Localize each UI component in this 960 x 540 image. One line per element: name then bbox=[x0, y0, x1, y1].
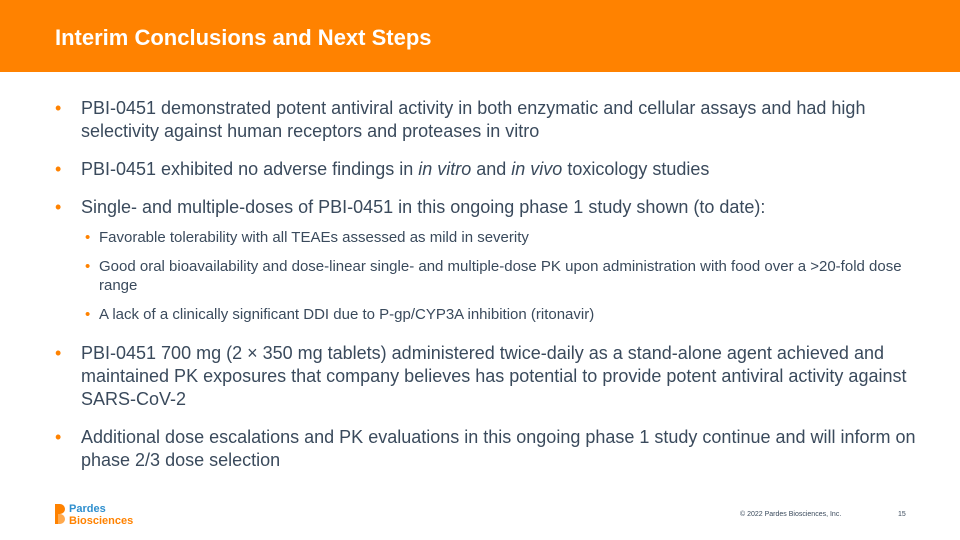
bullet-marker: • bbox=[55, 343, 62, 363]
bullet-text-post: toxicology studies bbox=[562, 159, 710, 179]
bullet-2 bbox=[55, 158, 935, 181]
bullet-3 bbox=[55, 196, 935, 219]
logo-text-pardes: Pardes bbox=[69, 503, 106, 515]
bullet-text-mid: and bbox=[471, 159, 512, 179]
sub-bullet-text: A lack of a clinically significant DDI due to P-gp/CYP3A inhibition (ritonavir) bbox=[99, 306, 595, 323]
sub-bullet-marker: • bbox=[85, 258, 91, 275]
bullet-4 bbox=[55, 342, 935, 411]
bullet-marker: • bbox=[55, 159, 62, 179]
bullet-italic-in-vivo: in vivo bbox=[511, 159, 563, 179]
bullet-5 bbox=[55, 426, 935, 472]
bullet-text: PBI-0451 700 mg (2 × 350 mg tablets) administered twice-daily as a stand-alone agent achieved and maintained PK exposures that company believes has potential to provide potent antiviral activity against SARS-CoV-2 bbox=[81, 343, 907, 409]
slide-title: Interim Conclusions and Next Steps bbox=[55, 25, 432, 50]
sub-bullet-marker: • bbox=[85, 306, 91, 323]
logo-mark-icon bbox=[54, 503, 66, 525]
sub-bullet-text: Good oral bioavailability and dose-linear single- and multiple-dose PK upon administration with food over a >20-fold dose range bbox=[99, 258, 902, 294]
bullet-text: Single- and multiple-doses of PBI-0451 in this ongoing phase 1 study shown (to date): bbox=[81, 197, 766, 217]
sub-bullet-text: Favorable tolerability with all TEAEs assessed as mild in severity bbox=[99, 229, 529, 246]
bullet-text-pre: PBI-0451 exhibited no adverse findings in bbox=[81, 159, 419, 179]
bullet-list bbox=[55, 97, 935, 487]
bullet-marker: • bbox=[55, 197, 62, 217]
bullet-1 bbox=[55, 97, 935, 143]
logo-text-biosciences: Biosciences bbox=[69, 515, 134, 527]
company-logo bbox=[54, 503, 154, 529]
bullet-marker: • bbox=[55, 98, 62, 118]
bullet-marker: • bbox=[55, 427, 62, 447]
copyright-text: © 2022 Pardes Biosciences, Inc. bbox=[740, 511, 842, 518]
sub-bullet-1 bbox=[85, 228, 935, 247]
sub-bullet-2 bbox=[85, 257, 935, 295]
sub-bullet-marker: • bbox=[85, 229, 91, 246]
bullet-text: Additional dose escalations and PK evaluations in this ongoing phase 1 study continue and will inform on phase 2/3 dose selection bbox=[81, 427, 916, 470]
bullet-italic-in-vitro: in vitro bbox=[418, 159, 472, 179]
title-bar bbox=[0, 0, 960, 72]
page-number: 15 bbox=[898, 511, 906, 518]
bullet-text: PBI-0451 demonstrated potent antiviral activity in both enzymatic and cellular assays and had high selectivity against human receptors and proteases in vitro bbox=[81, 98, 866, 141]
sub-bullet-3 bbox=[85, 305, 935, 324]
